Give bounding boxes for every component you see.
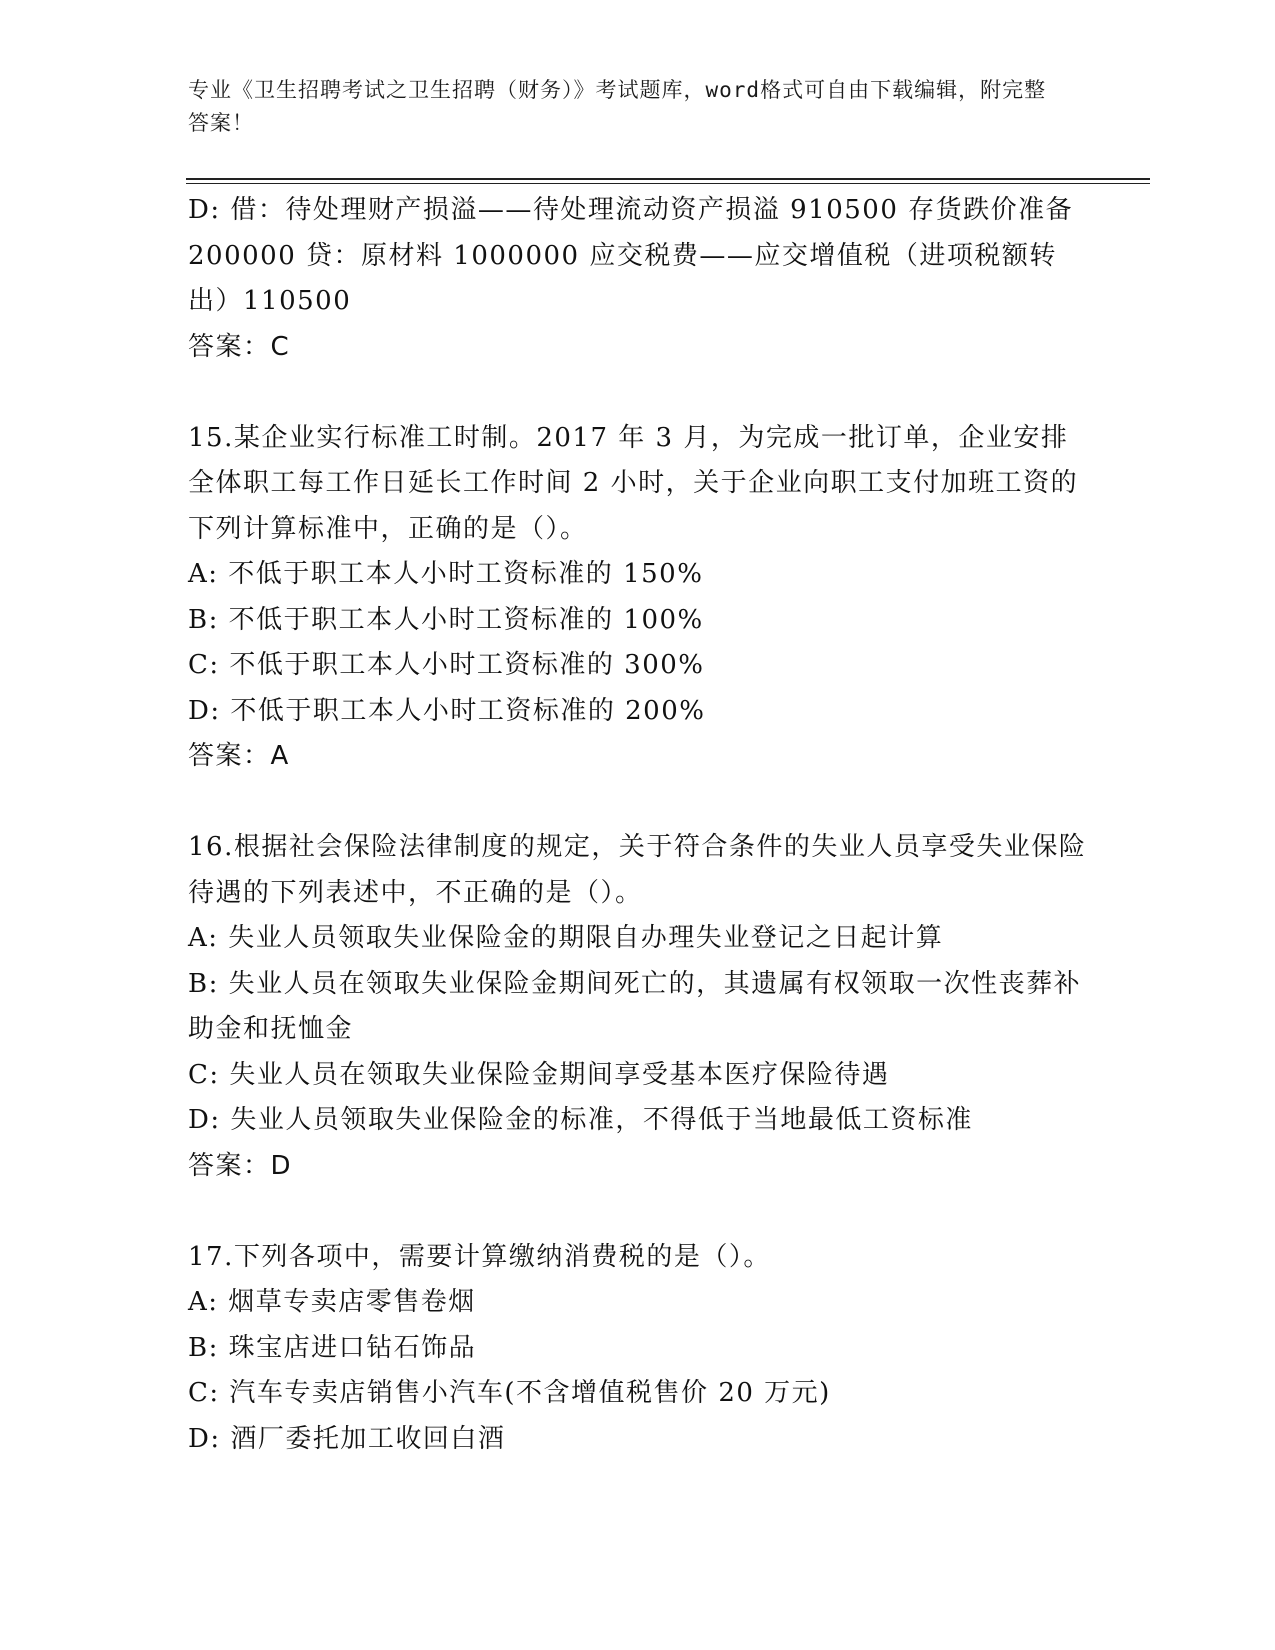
question-17 — [188, 1235, 1088, 1463]
question-16 — [188, 825, 1088, 1189]
option-b: B: 失业人员在领取失业保险金期间死亡的，其遗属有权领取一次性丧葬补助金和抚恤金 — [188, 968, 1082, 1044]
header-title: 专业《卫生招聘考试之卫生招聘（财务）》考试题库，word格式可自由下载编辑，附完整答案！ — [188, 78, 1047, 135]
question-15 — [188, 416, 1088, 780]
previous-answer: 答案：C — [188, 331, 291, 362]
question-content — [188, 188, 1088, 1462]
header-divider — [186, 178, 1150, 180]
option-c: C: 汽车专卖店销售小汽车(不含增值税售价 20 万元) — [188, 1378, 831, 1408]
option-d: D: 酒厂委托加工收回白酒 — [188, 1423, 506, 1454]
option-c: C: 不低于职工本人小时工资标准的 300% — [188, 650, 705, 680]
option-d: D: 不低于职工本人小时工资标准的 200% — [188, 695, 706, 726]
answer: 答案：A — [188, 741, 290, 771]
option-a: A: 烟草专卖店零售卷烟 — [188, 1287, 476, 1317]
previous-option-d: D: 借：待处理财产损溢——待处理流动资产损溢 910500 存货跌价准备 200000 贷：原材料 1000000 应交税费——应交增值税（进项税额转出）110500 — [188, 195, 1074, 316]
option-b: B: 不低于职工本人小时工资标准的 100% — [188, 604, 704, 635]
page-header — [188, 74, 1068, 140]
option-d: D: 失业人员领取失业保险金的标准，不得低于当地最低工资标准 — [188, 1105, 973, 1135]
question-stem: 15.某企业实行标准工时制。2017 年 3 月，为完成一批订单，企业安排全体职工每工作日延长工作时间 2 小时，关于企业向职工支付加班工资的下列计算标准中，正确的是（）。 — [188, 422, 1079, 544]
option-a: A: 不低于职工本人小时工资标准的 150% — [188, 559, 704, 589]
answer: 答案：D — [188, 1150, 293, 1181]
question-stem: 16.根据社会保险法律制度的规定，关于符合条件的失业人员享受失业保险待遇的下列表述中，不正确的是（）。 — [188, 832, 1087, 908]
question-stem: 17.下列各项中，需要计算缴纳消费税的是（）。 — [188, 1241, 771, 1272]
option-b: B: 珠宝店进口钻石饰品 — [188, 1332, 477, 1363]
header-divider-thin — [186, 183, 1150, 184]
option-c: C: 失业人员在领取失业保险金期间享受基本医疗保险待遇 — [188, 1059, 890, 1090]
option-a: A: 失业人员领取失业保险金的期限自办理失业登记之日起计算 — [188, 923, 944, 953]
